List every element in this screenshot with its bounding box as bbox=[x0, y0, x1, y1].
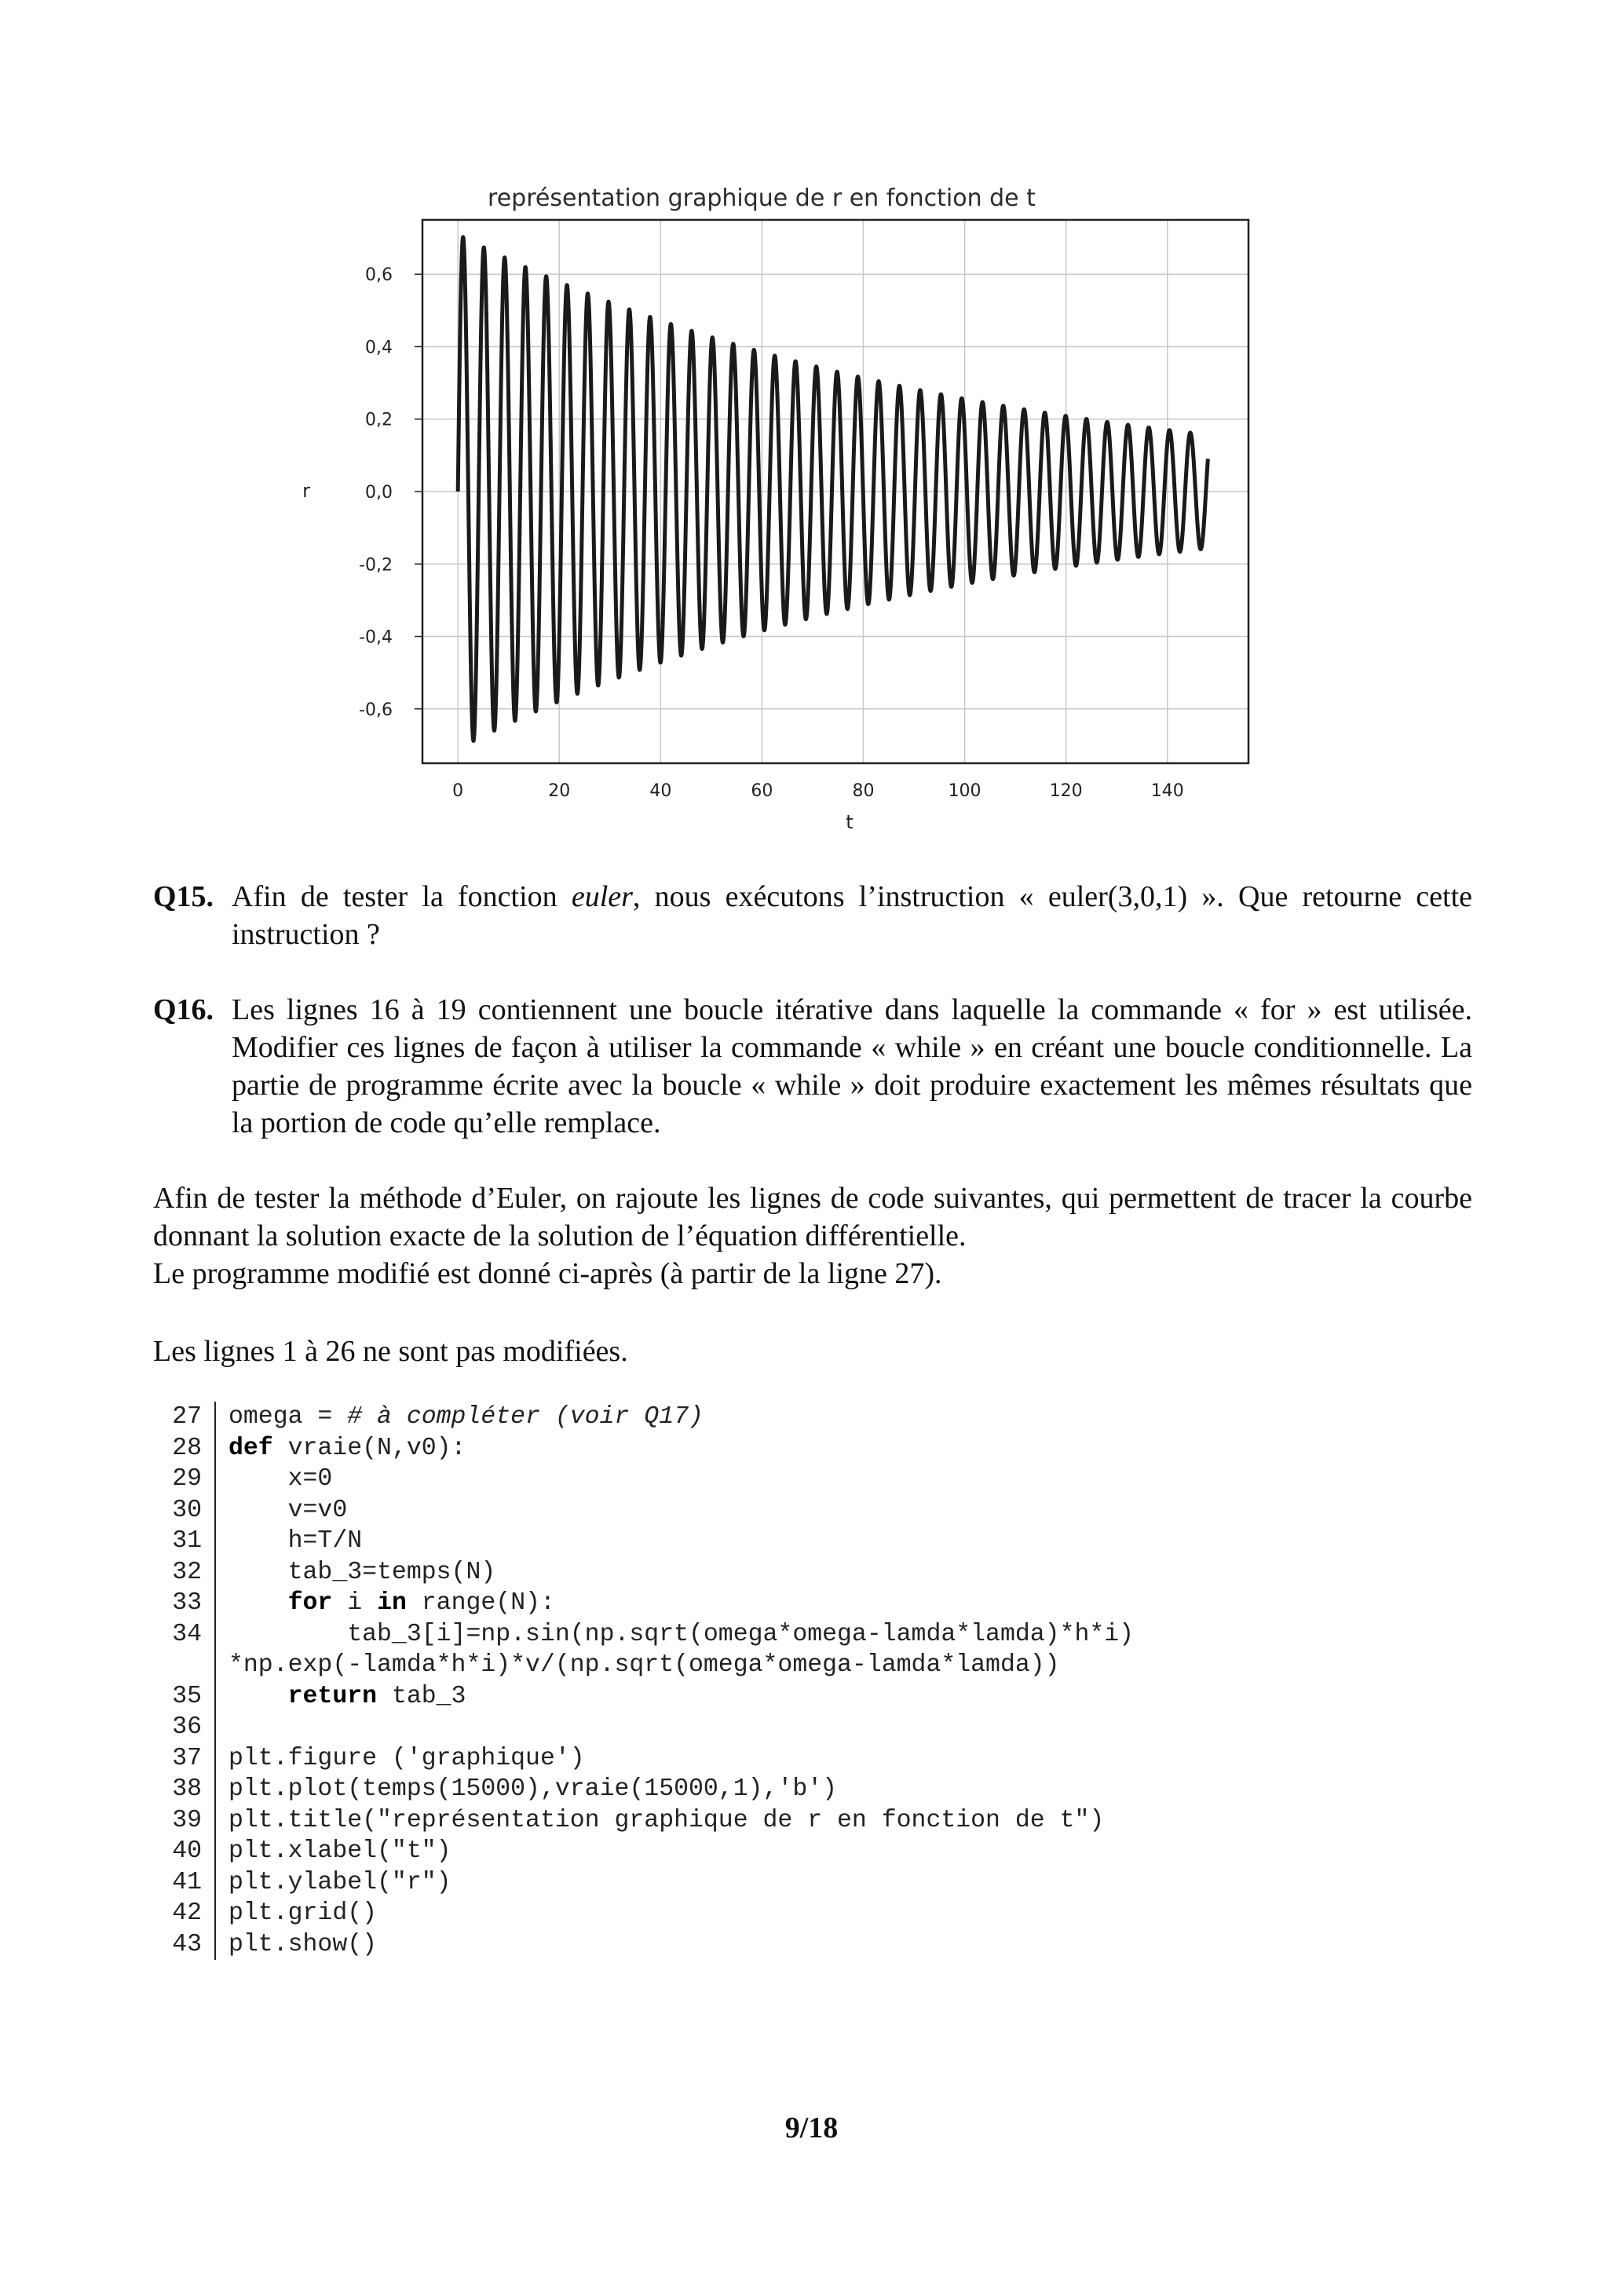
code-token: v=v0 bbox=[228, 1496, 348, 1524]
paragraph-text: Le programme modifié est donné ci-après (à partir de la ligne 27). bbox=[153, 1257, 942, 1290]
code-text bbox=[214, 1526, 1488, 1557]
code-token: plt.ylabel("r") bbox=[228, 1868, 451, 1896]
line-number: 32 bbox=[172, 1558, 202, 1586]
question-q16 bbox=[153, 991, 1472, 1142]
code-text bbox=[214, 1867, 1488, 1899]
code-text bbox=[214, 1650, 1488, 1681]
damped-oscillation-chart bbox=[259, 169, 1280, 844]
x-tick-label: 60 bbox=[751, 781, 773, 801]
y-tick-label: -0,2 bbox=[359, 555, 393, 576]
code-line bbox=[153, 1557, 1488, 1589]
code-token: x=0 bbox=[228, 1465, 333, 1493]
code-text bbox=[214, 1495, 1488, 1526]
line-number: 41 bbox=[172, 1868, 202, 1896]
line-number: 33 bbox=[172, 1589, 202, 1617]
code-line bbox=[153, 1588, 1488, 1619]
question-text: Les lignes 16 à 19 contiennent une boucle itérative dans laquelle la commande « for » est utilisée. Modifier ces lignes de façon à utiliser la commande « while » en créant une boucle conditionnelle. La partie de programme écrite avec la boucle « while » doit produire exactement les mêmes résultats que la portion de code qu’elle remplace. bbox=[232, 993, 1472, 1139]
code-text bbox=[214, 1588, 1488, 1619]
code-line bbox=[153, 1433, 1488, 1464]
question-text-emphasis: euler bbox=[571, 880, 633, 913]
question-label: Q15. bbox=[153, 880, 214, 913]
y-tick-label: 0,0 bbox=[365, 483, 393, 503]
code-token: h=T/N bbox=[228, 1527, 363, 1555]
paragraph-text: Afin de tester la méthode d’Euler, on rajoute les lignes de code suivantes, qui permettent de tracer la courbe donnant la solution exacte de la solution de l’équation différentielle. bbox=[153, 1182, 1472, 1252]
code-line bbox=[153, 1464, 1488, 1495]
code-text bbox=[214, 1743, 1488, 1775]
y-tick-label: 0,2 bbox=[365, 410, 393, 430]
code-text bbox=[214, 1929, 1488, 1961]
x-tick-label: 40 bbox=[649, 781, 672, 801]
code-token: omega = bbox=[228, 1403, 348, 1431]
code-line bbox=[153, 1650, 1488, 1681]
unchanged-lines-note bbox=[153, 1333, 1472, 1370]
code-token: range(N): bbox=[406, 1589, 555, 1617]
code-listing bbox=[153, 1402, 1488, 1960]
code-keyword: for bbox=[287, 1589, 333, 1617]
line-number: 37 bbox=[172, 1744, 202, 1772]
code-text bbox=[214, 1774, 1488, 1805]
line-number: 35 bbox=[172, 1682, 202, 1710]
code-keyword: def bbox=[228, 1434, 273, 1462]
code-token bbox=[228, 1683, 288, 1710]
code-token: plt.show() bbox=[228, 1930, 378, 1958]
code-text bbox=[214, 1836, 1488, 1867]
x-tick-label: 0 bbox=[452, 781, 464, 801]
line-number: 36 bbox=[172, 1713, 202, 1741]
code-token: plt.plot(temps(15000),vraie(15000,1),'b') bbox=[228, 1775, 838, 1803]
code-token: plt.xlabel("t") bbox=[228, 1837, 451, 1865]
code-token: vraie(N,v0): bbox=[272, 1434, 466, 1462]
code-text bbox=[214, 1433, 1488, 1464]
code-text bbox=[214, 1712, 1488, 1743]
x-tick-label: 80 bbox=[852, 781, 875, 801]
code-comment: # à compléter (voir Q17) bbox=[347, 1403, 704, 1431]
question-q15 bbox=[153, 878, 1472, 953]
line-number: 39 bbox=[172, 1806, 202, 1834]
line-number: 38 bbox=[172, 1775, 202, 1803]
code-line bbox=[153, 1805, 1488, 1837]
x-axis-label: t bbox=[846, 811, 854, 833]
code-line bbox=[153, 1681, 1488, 1713]
line-number: 29 bbox=[172, 1465, 202, 1493]
line-number: 27 bbox=[172, 1403, 202, 1431]
question-text-part: Afin de tester la fonction bbox=[232, 880, 572, 913]
line-number: 40 bbox=[172, 1837, 202, 1865]
x-tick-label: 120 bbox=[1049, 781, 1083, 801]
line-number: 42 bbox=[172, 1899, 202, 1927]
code-line bbox=[153, 1495, 1488, 1526]
series-line bbox=[458, 237, 1208, 741]
code-text bbox=[214, 1557, 1488, 1589]
line-number: 31 bbox=[172, 1527, 202, 1555]
code-text bbox=[214, 1898, 1488, 1929]
paragraph-text: Les lignes 1 à 26 ne sont pas modifiées. bbox=[153, 1335, 628, 1368]
question-text bbox=[232, 878, 1472, 953]
code-line bbox=[153, 1867, 1488, 1899]
x-tick-label: 100 bbox=[948, 781, 981, 801]
code-line bbox=[153, 1526, 1488, 1557]
y-tick-label: 0,4 bbox=[365, 338, 393, 358]
code-token: tab_3[i]=np.sin(np.sqrt(omega*omega-lamda*lamda)*h*i) bbox=[228, 1620, 1135, 1648]
line-number: 28 bbox=[172, 1434, 202, 1462]
code-text bbox=[214, 1619, 1488, 1651]
code-text bbox=[214, 1805, 1488, 1837]
code-line bbox=[153, 1402, 1488, 1433]
y-tick-label: -0,6 bbox=[359, 700, 393, 720]
code-line bbox=[153, 1898, 1488, 1929]
code-line bbox=[153, 1743, 1488, 1775]
code-keyword: in bbox=[377, 1589, 407, 1617]
line-number: 34 bbox=[172, 1620, 202, 1648]
line-number: 30 bbox=[172, 1496, 202, 1524]
code-token: plt.title("représentation graphique de r en fonction de t") bbox=[228, 1806, 1105, 1834]
code-text bbox=[214, 1681, 1488, 1713]
code-line bbox=[153, 1836, 1488, 1867]
question-text-part: , nous exécutons l’instruction « euler(3,0,1) ». Que retourne cette instruction ? bbox=[232, 880, 1473, 951]
code-line bbox=[153, 1929, 1488, 1961]
code-text bbox=[214, 1464, 1488, 1495]
code-keyword: return bbox=[287, 1682, 378, 1710]
y-tick-label: -0,4 bbox=[359, 627, 393, 648]
y-tick-label: 0,6 bbox=[365, 265, 393, 286]
code-line bbox=[153, 1619, 1488, 1651]
code-token: plt.figure ('graphique') bbox=[228, 1744, 585, 1772]
page-number: 9/18 bbox=[784, 2111, 839, 2144]
code-token bbox=[228, 1589, 288, 1617]
question-label: Q16. bbox=[153, 993, 214, 1026]
code-line bbox=[153, 1712, 1488, 1743]
code-token: tab_3 bbox=[377, 1682, 466, 1710]
line-number bbox=[153, 1650, 214, 1681]
chart-title: représentation graphique de r en fonction de t bbox=[488, 185, 1036, 212]
y-axis-label: r bbox=[302, 480, 310, 502]
code-token: plt.grid() bbox=[228, 1899, 378, 1927]
code-token: i bbox=[332, 1589, 378, 1617]
intro-paragraph bbox=[153, 1179, 1472, 1292]
code-line bbox=[153, 1774, 1488, 1805]
line-number: 43 bbox=[172, 1930, 202, 1958]
x-tick-label: 20 bbox=[548, 781, 571, 801]
code-text bbox=[214, 1402, 1488, 1433]
code-token: *np.exp(-lamda*h*i)*v/(np.sqrt(omega*omega-lamda*lamda)) bbox=[228, 1651, 1060, 1679]
x-tick-label: 140 bbox=[1150, 781, 1184, 801]
code-token: tab_3=temps(N) bbox=[228, 1558, 496, 1586]
